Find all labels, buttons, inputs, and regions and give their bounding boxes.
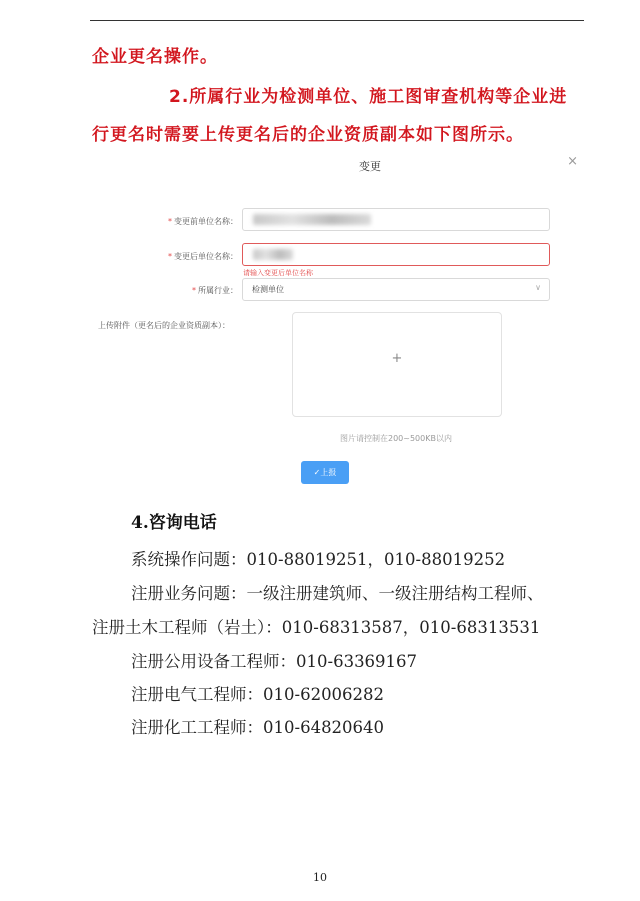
new-name-label: * 变更后单位名称： bbox=[168, 252, 238, 261]
old-name-label: * 变更前单位名称： bbox=[168, 217, 238, 226]
industry-value: 检测单位 bbox=[252, 285, 284, 294]
contact-line: 注册业务问题：一级注册建筑师、一级注册结构工程师、 bbox=[131, 584, 544, 603]
required-mark: * bbox=[168, 252, 172, 261]
required-mark: * bbox=[168, 217, 172, 226]
required-mark: * bbox=[192, 286, 196, 295]
new-name-error: 请输入变更后单位名称 bbox=[243, 269, 313, 277]
redacted-value bbox=[253, 249, 293, 260]
close-icon[interactable]: × bbox=[567, 154, 578, 169]
intro-line-3: 行更名时需要上传更名后的企业资质副本如下图所示。 bbox=[92, 125, 524, 145]
contact-line: 注册公用设备工程师：010-63369167 bbox=[131, 652, 418, 671]
contact-line: 注册电气工程师：010-62006282 bbox=[131, 685, 385, 704]
dialog-title: 变更 bbox=[359, 160, 381, 173]
old-name-input[interactable] bbox=[242, 208, 550, 231]
intro-line-2: 2.所属行业为检测单位、施工图审查机构等企业进 bbox=[169, 87, 568, 107]
chevron-down-icon: ∨ bbox=[535, 283, 541, 292]
attachment-label: 上传附件（更名后的企业资质副本）： bbox=[98, 321, 230, 330]
page-number: 10 bbox=[313, 871, 327, 884]
intro-line-1: 企业更名操作。 bbox=[92, 47, 218, 67]
new-name-input[interactable] bbox=[242, 243, 550, 266]
header-rule bbox=[90, 20, 584, 21]
contact-heading: 4.咨询电话 bbox=[131, 513, 217, 533]
contact-line: 注册土木工程师（岩土）：010-68313587，010-68313531 bbox=[92, 618, 541, 637]
plus-icon: + bbox=[391, 351, 403, 366]
industry-select[interactable] bbox=[242, 278, 550, 301]
industry-label: * 所属行业： bbox=[192, 286, 238, 295]
upload-hint: 图片请控制在200~500KB以内 bbox=[340, 434, 452, 443]
submit-button[interactable]: ✓上报 bbox=[301, 461, 349, 484]
upload-area[interactable] bbox=[292, 312, 502, 417]
contact-line: 注册化工工程师：010-64820640 bbox=[131, 718, 385, 737]
redacted-value bbox=[253, 214, 371, 225]
rename-dialog bbox=[98, 150, 590, 500]
contact-line: 系统操作问题：010-88019251，010-88019252 bbox=[131, 550, 506, 569]
